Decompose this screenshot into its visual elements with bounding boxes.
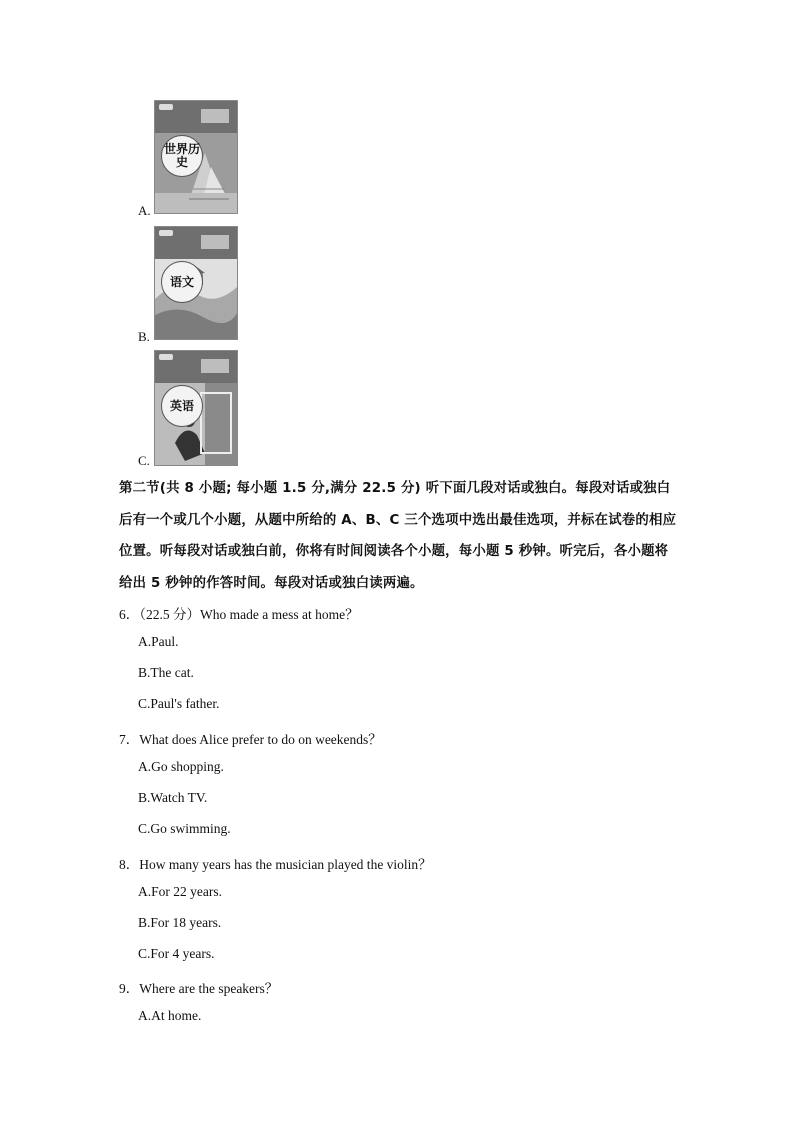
- question-8-option-b[interactable]: B.For 18 years.: [138, 915, 222, 930]
- book-cover-english: [154, 350, 238, 466]
- option-letter-b: B.: [138, 329, 150, 344]
- book-cover-chinese: [154, 226, 238, 340]
- question-7-option-b[interactable]: B.Watch TV.: [138, 790, 208, 805]
- book-cover-world-history: [154, 100, 238, 214]
- question-9: 9．Where are the speakers？: [119, 981, 279, 996]
- question-6-option-c[interactable]: C.Paul's father.: [138, 696, 220, 711]
- question-6-option-a[interactable]: A.Paul.: [138, 634, 179, 649]
- book-title-chinese: 语文: [161, 261, 203, 303]
- question-9-option-a[interactable]: A.At home.: [138, 1008, 202, 1023]
- image-option-b: [138, 226, 248, 344]
- image-option-a: [138, 100, 248, 218]
- option-letter-c: C.: [138, 453, 150, 468]
- question-7-option-c[interactable]: C.Go swimming.: [138, 821, 231, 836]
- option-letter-a: A.: [138, 203, 151, 218]
- section-heading: 第二节(共 8 小题; 每小题 1.5 分,满分 22.5 分) 听下面几段对话或独白。每段对话或独白后有一个或几个小题，从题中所给的 A、B、C 三个选项中选出最佳选项，并标在试卷的相应位置。听每段对话或独白前，你将有时间阅读各个小题，每小题 5 秒钟。听完后，各小题将给出 5 秒钟的作答时间。每段对话或独白读两遍。: [119, 481, 677, 591]
- book-title-world-history: 世界历史: [161, 135, 203, 177]
- question-8: 8．How many years has the musician played the violin？: [119, 857, 432, 872]
- image-option-c: [138, 350, 248, 470]
- question-8-option-c[interactable]: C.For 4 years.: [138, 946, 215, 961]
- question-6-option-b[interactable]: B.The cat.: [138, 665, 194, 680]
- question-7: 7．What does Alice prefer to do on weekends？: [119, 732, 382, 747]
- question-7-option-a[interactable]: A.Go shopping.: [138, 759, 224, 774]
- question-6: 6．（22.5 分）Who made a mess at home？: [119, 607, 359, 622]
- question-8-option-a[interactable]: A.For 22 years.: [138, 884, 222, 899]
- book-title-english: 英语: [161, 385, 203, 427]
